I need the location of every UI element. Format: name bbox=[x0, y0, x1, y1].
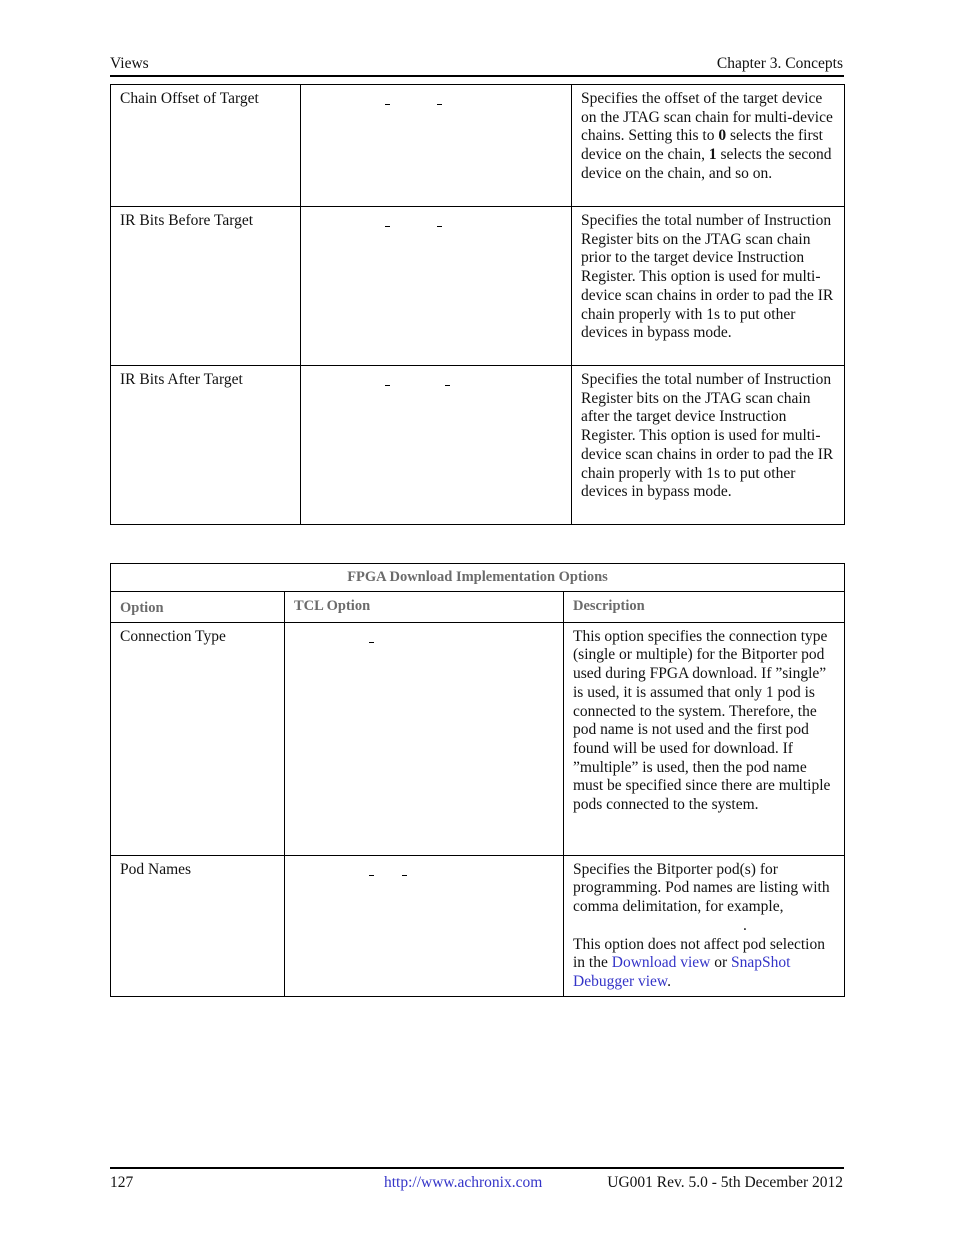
description-cell: Specifies the offset of the target device on the JTAG scan chain for multi-device chains. Setting this to 0 selects the first device on the chain, 1 selects the second device on the chain, and so on. bbox=[572, 85, 845, 207]
footer-rule bbox=[110, 1167, 844, 1169]
table-row bbox=[111, 366, 845, 525]
table-row bbox=[111, 855, 845, 996]
running-header-section: Views bbox=[110, 55, 149, 72]
tcl-option-cell bbox=[301, 85, 572, 207]
tcl-option-value bbox=[310, 212, 562, 230]
option-cell: IR Bits After Target bbox=[111, 366, 301, 525]
table-caption-row bbox=[111, 564, 845, 592]
description-cell: Specifies the total number of Instruction Register bits on the JTAG scan chain prior to the target device Instruction Register. This option is used for multi-device scan chains in order to pad the IR chain properly with 1s to put other devices in bypass mode. bbox=[572, 207, 845, 366]
table-caption: FPGA Download Implementation Options bbox=[111, 564, 845, 592]
option-cell: Chain Offset of Target bbox=[111, 85, 301, 207]
table-row bbox=[111, 85, 845, 207]
page-footer bbox=[110, 1172, 843, 1194]
description-cell: Specifies the Bitporter pod(s) for programming. Pod names are listing with comma delimitation, for example,. This option does not affect pod selection in the Download view or SnapShot Debugger view. bbox=[564, 855, 845, 996]
tcl-option-cell bbox=[301, 207, 572, 366]
jtag-options-table bbox=[110, 84, 845, 525]
table-header-row bbox=[111, 592, 845, 623]
tcl-option-cell bbox=[301, 366, 572, 525]
column-header-description: Description bbox=[564, 592, 845, 623]
tcl-option-value bbox=[294, 628, 554, 646]
website-link[interactable]: http://www.achronix.com bbox=[384, 1174, 543, 1191]
tcl-option-value bbox=[310, 371, 562, 389]
description-cell: This option specifies the connection type (single or multiple) for the Bitporter pod used during FPGA download. If ”single” is used, it is assumed that only 1 pod is connected to the system. Therefore, the pod name is not used and the first pod found will be used for download. If ”multiple” is used, then the pod name must be specified since there are multiple pods connected to the system. bbox=[564, 622, 845, 855]
document-revision: UG001 Rev. 5.0 - 5th December 2012 bbox=[607, 1174, 843, 1191]
snapshot-debugger-view-link[interactable]: SnapShot Debugger view bbox=[573, 954, 791, 990]
tcl-option-cell bbox=[285, 622, 564, 855]
page-header bbox=[110, 53, 843, 75]
option-cell: Pod Names bbox=[111, 855, 285, 996]
fpga-download-options-table bbox=[110, 563, 845, 997]
header-rule bbox=[110, 75, 844, 77]
tcl-option-cell bbox=[285, 855, 564, 996]
page-number: 127 bbox=[110, 1174, 134, 1191]
tcl-option-value bbox=[310, 90, 562, 108]
table-row bbox=[111, 207, 845, 366]
table-row bbox=[111, 622, 845, 855]
column-header-tcl-option: TCL Option bbox=[285, 592, 564, 623]
download-view-link[interactable]: Download view bbox=[611, 954, 711, 972]
running-header-chapter: Chapter 3. Concepts bbox=[716, 55, 843, 72]
tcl-option-value bbox=[294, 861, 554, 879]
column-header-option: Option bbox=[111, 592, 285, 623]
description-cell: Specifies the total number of Instruction Register bits on the JTAG scan chain after the target device Instruction Register. This option is used for multi-device scan chains in order to pad the IR chain properly with 1s to put other devices in bypass mode. bbox=[572, 366, 845, 525]
option-cell: IR Bits Before Target bbox=[111, 207, 301, 366]
option-cell: Connection Type bbox=[111, 622, 285, 855]
